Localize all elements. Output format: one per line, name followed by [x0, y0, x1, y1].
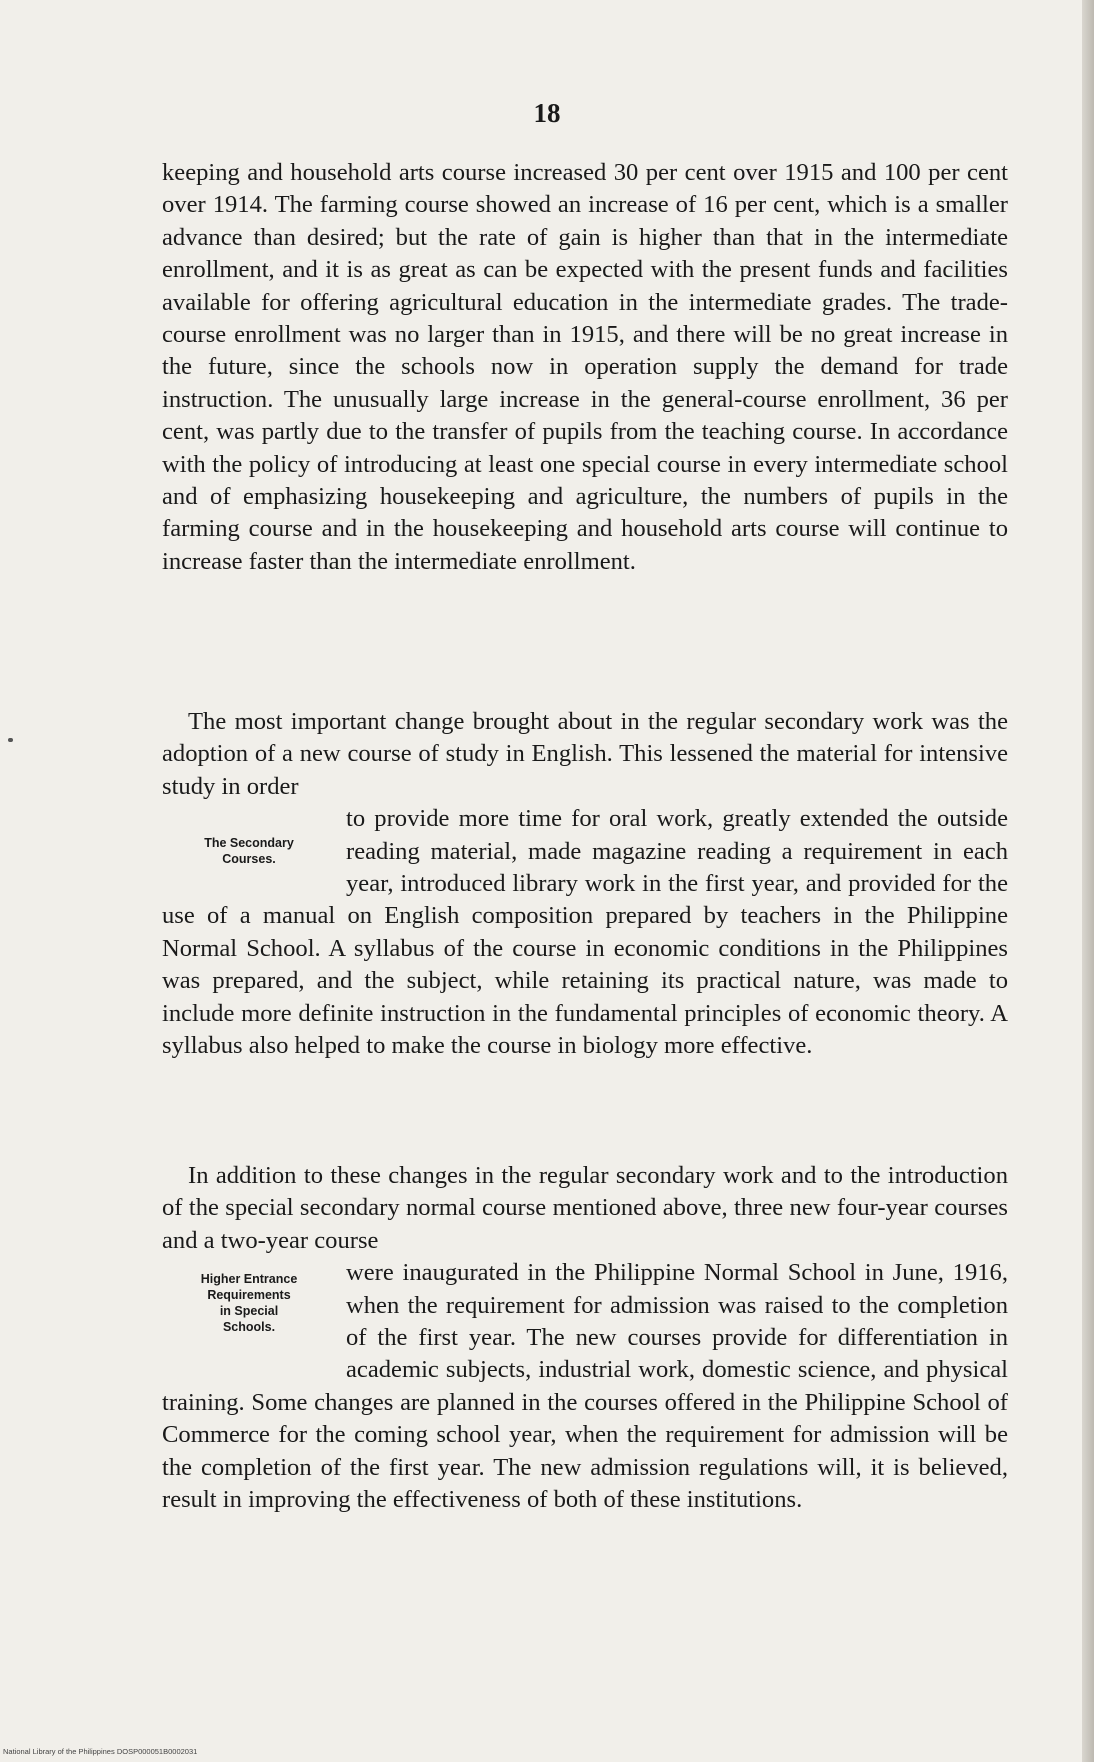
page-edge-shadow [1082, 0, 1094, 1762]
paragraph-entrance-lead: In addition to these changes in the regular secondary work and to the introduction of the special secondary normal course mentioned above, three new four-year courses and a two-year course [162, 1162, 1008, 1254]
margin-note-line: Schools. [222, 1320, 276, 1335]
paragraph-secondary-rest: to provide more time for oral work, greatly extended the outside reading material, made magazine reading a requirement in each year, introduced library work in the first year, and provided for the use of a manual on English composition prepared by teachers in the Philippine Normal School. A syllabus of the course in economic conditions in the Philippines was prepared, and the subject, while retaining its practical nature, was made to include more definite instruction in the fundamental principles of economic theory. A syllabus also helped to make the course in biology more effective. [162, 805, 1008, 1060]
paragraph-enrollment: keeping and household arts course increased 30 per cent over 1915 and 100 per cent over 1914. The farming course showed an increase of 16 per cent, which is a smaller advance than desired; but the rate of gain is higher than that in the intermediate enrollment, and it is as great as can be expected with the present funds and facilities available for offering agricultural education in the intermediate grades. The trade-course enrollment was no larger than in 1915, and there will be no great increase in the future, since the schools now in operation supply the demand for trade instruction. The unusually large increase in the general-course enrollment, 36 per cent, was partly due to the transfer of pupils from the teaching course. In accordance with the policy of introducing at least one special course in every intermediate school and of emphasizing housekeeping and agriculture, the numbers of pupils in the farming course and in the housekeeping and household arts course will continue to increase faster than the intermediate enrollment. [162, 159, 1008, 575]
paragraph-entrance-rest: were inaugurated in the Philippine Normal School in June, 1916, when the requirement for admission was raised to the completion of the first year. The new courses provide for differentiation in academic subjects, industrial work, domestic science, and physical training. Some changes are planned in the courses offered in the Philippine School of Commerce for the coming school year, when the requirement for admission will be the completion of the first year. The new admission regulations will, it is believed, result in improving the effectiveness of both of these institutions. [162, 1259, 1008, 1514]
margin-note-secondary-courses [156, 803, 342, 899]
paragraph-secondary-lead: The most important change brought about in the regular secondary work was the adoption of a new course of study in English. This lessened the material for intensive study in order [162, 708, 1008, 800]
scan-speck [8, 738, 13, 742]
margin-note-line: Requirements [207, 1288, 291, 1303]
page-number: 18 [533, 98, 561, 128]
paragraph-secondary-courses [162, 706, 1008, 1062]
paragraph-entrance-requirements [162, 1160, 1008, 1516]
margin-note-line: in Special [219, 1304, 279, 1319]
margin-note-line: The Secondary [204, 836, 294, 851]
margin-note-line: Courses. [222, 852, 276, 867]
margin-note-line: Higher Entrance [200, 1272, 298, 1287]
scan-source-footer: National Library of the Philippines DOSP000051B0002031 [3, 1747, 198, 1756]
margin-note-higher-entrance [156, 1257, 342, 1385]
